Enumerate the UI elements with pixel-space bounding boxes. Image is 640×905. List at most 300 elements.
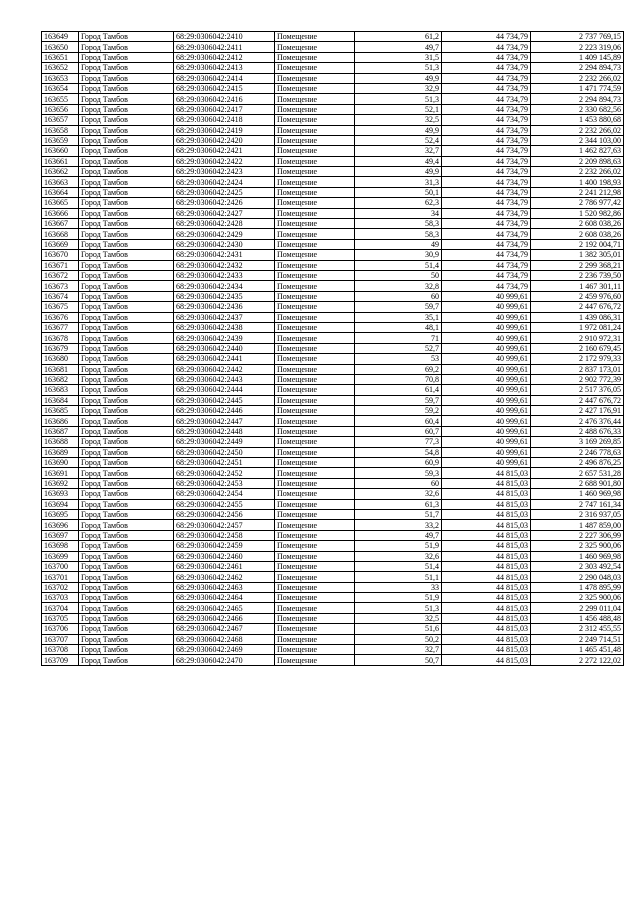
object-type-cell: Помещение — [275, 572, 355, 582]
cadastral-value-cell: 2 312 455,55 — [531, 624, 624, 634]
row-number-cell: 163698 — [42, 541, 79, 551]
row-number-cell: 163704 — [42, 603, 79, 613]
area-cell: 32,5 — [355, 613, 442, 623]
price-per-sqm-cell: 44 734,79 — [442, 125, 531, 135]
cadastral-number-cell: 68:29:0306042:2435 — [174, 291, 275, 301]
city-cell: Город Тамбов — [79, 250, 174, 260]
table-row — [42, 509, 624, 519]
row-number-cell: 163690 — [42, 458, 79, 468]
row-number-cell: 163685 — [42, 406, 79, 416]
city-cell: Город Тамбов — [79, 541, 174, 551]
row-number-cell: 163667 — [42, 219, 79, 229]
row-number-cell: 163706 — [42, 624, 79, 634]
cadastral-value-cell: 2 192 004,71 — [531, 239, 624, 249]
row-number-cell: 163669 — [42, 239, 79, 249]
row-number-cell: 163680 — [42, 354, 79, 364]
row-number-cell: 163700 — [42, 561, 79, 571]
price-per-sqm-cell: 40 999,61 — [442, 343, 531, 353]
price-per-sqm-cell: 44 734,79 — [442, 281, 531, 291]
city-cell: Город Тамбов — [79, 645, 174, 655]
object-type-cell: Помещение — [275, 520, 355, 530]
row-number-cell: 163656 — [42, 104, 79, 114]
city-cell: Город Тамбов — [79, 406, 174, 416]
area-cell: 33,2 — [355, 520, 442, 530]
cadastral-number-cell: 68:29:0306042:2434 — [174, 281, 275, 291]
table-row — [42, 198, 624, 208]
cadastral-number-cell: 68:29:0306042:2466 — [174, 613, 275, 623]
row-number-cell: 163665 — [42, 198, 79, 208]
area-cell: 32,5 — [355, 115, 442, 125]
area-cell: 49,4 — [355, 156, 442, 166]
area-cell: 31,3 — [355, 177, 442, 187]
cadastral-value-cell: 2 272 122,02 — [531, 655, 624, 665]
object-type-cell: Помещение — [275, 343, 355, 353]
city-cell: Город Тамбов — [79, 208, 174, 218]
row-number-cell: 163655 — [42, 94, 79, 104]
city-cell: Город Тамбов — [79, 489, 174, 499]
cadastral-number-cell: 68:29:0306042:2436 — [174, 302, 275, 312]
city-cell: Город Тамбов — [79, 520, 174, 530]
cadastral-value-cell: 2 172 979,33 — [531, 354, 624, 364]
object-type-cell: Помещение — [275, 478, 355, 488]
cadastral-value-cell: 2 294 894,73 — [531, 94, 624, 104]
cadastral-value-cell: 2 290 048,03 — [531, 572, 624, 582]
object-type-cell: Помещение — [275, 489, 355, 499]
price-per-sqm-cell: 44 815,03 — [442, 499, 531, 509]
cadastral-value-cell: 1 520 982,86 — [531, 208, 624, 218]
cadastral-value-cell: 2 223 319,06 — [531, 42, 624, 52]
object-type-cell: Помещение — [275, 104, 355, 114]
table-row — [42, 395, 624, 405]
price-per-sqm-cell: 44 815,03 — [442, 603, 531, 613]
price-per-sqm-cell: 44 815,03 — [442, 551, 531, 561]
area-cell: 50 — [355, 270, 442, 280]
property-table — [41, 31, 624, 666]
area-cell: 51,4 — [355, 260, 442, 270]
cadastral-value-cell: 2 488 676,33 — [531, 426, 624, 436]
cadastral-number-cell: 68:29:0306042:2449 — [174, 437, 275, 447]
table-row — [42, 458, 624, 468]
cadastral-number-cell: 68:29:0306042:2415 — [174, 83, 275, 93]
cadastral-number-cell: 68:29:0306042:2470 — [174, 655, 275, 665]
city-cell: Город Тамбов — [79, 135, 174, 145]
row-number-cell: 163709 — [42, 655, 79, 665]
city-cell: Город Тамбов — [79, 281, 174, 291]
table-row — [42, 613, 624, 623]
cadastral-value-cell: 2 227 306,99 — [531, 530, 624, 540]
object-type-cell: Помещение — [275, 426, 355, 436]
price-per-sqm-cell: 44 734,79 — [442, 177, 531, 187]
row-number-cell: 163679 — [42, 343, 79, 353]
table-row — [42, 603, 624, 613]
cadastral-number-cell: 68:29:0306042:2457 — [174, 520, 275, 530]
area-cell: 32,7 — [355, 146, 442, 156]
cadastral-number-cell: 68:29:0306042:2432 — [174, 260, 275, 270]
table-row — [42, 239, 624, 249]
row-number-cell: 163661 — [42, 156, 79, 166]
cadastral-number-cell: 68:29:0306042:2417 — [174, 104, 275, 114]
table-row — [42, 312, 624, 322]
cadastral-number-cell: 68:29:0306042:2425 — [174, 187, 275, 197]
cadastral-value-cell: 2 608 038,26 — [531, 229, 624, 239]
cadastral-number-cell: 68:29:0306042:2451 — [174, 458, 275, 468]
row-number-cell: 163663 — [42, 177, 79, 187]
price-per-sqm-cell: 40 999,61 — [442, 458, 531, 468]
table-row — [42, 354, 624, 364]
city-cell: Город Тамбов — [79, 572, 174, 582]
area-cell: 50,1 — [355, 187, 442, 197]
area-cell: 49 — [355, 239, 442, 249]
city-cell: Город Тамбов — [79, 73, 174, 83]
object-type-cell: Помещение — [275, 437, 355, 447]
cadastral-value-cell: 1 400 198,93 — [531, 177, 624, 187]
city-cell: Город Тамбов — [79, 655, 174, 665]
price-per-sqm-cell: 44 734,79 — [442, 83, 531, 93]
city-cell: Город Тамбов — [79, 634, 174, 644]
table-row — [42, 333, 624, 343]
area-cell: 61,2 — [355, 32, 442, 42]
table-row — [42, 322, 624, 332]
table-row — [42, 645, 624, 655]
table-row — [42, 593, 624, 603]
price-per-sqm-cell: 40 999,61 — [442, 395, 531, 405]
object-type-cell: Помещение — [275, 63, 355, 73]
city-cell: Город Тамбов — [79, 219, 174, 229]
area-cell: 58,3 — [355, 229, 442, 239]
price-per-sqm-cell: 44 734,79 — [442, 32, 531, 42]
area-cell: 59,3 — [355, 468, 442, 478]
cadastral-number-cell: 68:29:0306042:2448 — [174, 426, 275, 436]
table-row — [42, 499, 624, 509]
cadastral-value-cell: 1 456 488,48 — [531, 613, 624, 623]
object-type-cell: Помещение — [275, 406, 355, 416]
object-type-cell: Помещение — [275, 260, 355, 270]
cadastral-value-cell: 1 453 880,68 — [531, 115, 624, 125]
city-cell: Город Тамбов — [79, 364, 174, 374]
table-row — [42, 219, 624, 229]
area-cell: 32,6 — [355, 489, 442, 499]
cadastral-number-cell: 68:29:0306042:2424 — [174, 177, 275, 187]
cadastral-number-cell: 68:29:0306042:2442 — [174, 364, 275, 374]
row-number-cell: 163683 — [42, 385, 79, 395]
object-type-cell: Помещение — [275, 239, 355, 249]
table-row — [42, 187, 624, 197]
row-number-cell: 163649 — [42, 32, 79, 42]
row-number-cell: 163678 — [42, 333, 79, 343]
city-cell: Город Тамбов — [79, 32, 174, 42]
cadastral-number-cell: 68:29:0306042:2458 — [174, 530, 275, 540]
cadastral-value-cell: 1 972 081,24 — [531, 322, 624, 332]
cadastral-number-cell: 68:29:0306042:2410 — [174, 32, 275, 42]
cadastral-number-cell: 68:29:0306042:2430 — [174, 239, 275, 249]
city-cell: Город Тамбов — [79, 239, 174, 249]
object-type-cell: Помещение — [275, 291, 355, 301]
object-type-cell: Помещение — [275, 561, 355, 571]
cadastral-value-cell: 1 471 774,59 — [531, 83, 624, 93]
cadastral-value-cell: 2 246 778,63 — [531, 447, 624, 457]
area-cell: 49,7 — [355, 42, 442, 52]
cadastral-value-cell: 2 232 266,02 — [531, 125, 624, 135]
cadastral-value-cell: 2 325 900,06 — [531, 593, 624, 603]
object-type-cell: Помещение — [275, 509, 355, 519]
price-per-sqm-cell: 40 999,61 — [442, 437, 531, 447]
table-row — [42, 447, 624, 457]
area-cell: 51,4 — [355, 561, 442, 571]
cadastral-number-cell: 68:29:0306042:2440 — [174, 343, 275, 353]
cadastral-value-cell: 1 462 827,63 — [531, 146, 624, 156]
table-row — [42, 104, 624, 114]
city-cell: Город Тамбов — [79, 416, 174, 426]
cadastral-value-cell: 1 465 451,48 — [531, 645, 624, 655]
cadastral-number-cell: 68:29:0306042:2446 — [174, 406, 275, 416]
cadastral-number-cell: 68:29:0306042:2447 — [174, 416, 275, 426]
area-cell: 32,9 — [355, 83, 442, 93]
cadastral-value-cell: 2 786 977,42 — [531, 198, 624, 208]
table-row — [42, 530, 624, 540]
area-cell: 60,7 — [355, 426, 442, 436]
table-row — [42, 468, 624, 478]
city-cell: Город Тамбов — [79, 198, 174, 208]
object-type-cell: Помещение — [275, 167, 355, 177]
price-per-sqm-cell: 44 815,03 — [442, 509, 531, 519]
area-cell: 51,6 — [355, 624, 442, 634]
object-type-cell: Помещение — [275, 42, 355, 52]
area-cell: 60,9 — [355, 458, 442, 468]
table-row — [42, 167, 624, 177]
cadastral-value-cell: 1 487 859,00 — [531, 520, 624, 530]
object-type-cell: Помещение — [275, 593, 355, 603]
object-type-cell: Помещение — [275, 208, 355, 218]
row-number-cell: 163675 — [42, 302, 79, 312]
cadastral-value-cell: 2 160 679,45 — [531, 343, 624, 353]
city-cell: Город Тамбов — [79, 582, 174, 592]
area-cell: 59,7 — [355, 302, 442, 312]
area-cell: 60 — [355, 291, 442, 301]
cadastral-number-cell: 68:29:0306042:2411 — [174, 42, 275, 52]
cadastral-value-cell: 2 299 011,04 — [531, 603, 624, 613]
price-per-sqm-cell: 44 815,03 — [442, 613, 531, 623]
cadastral-value-cell: 2 427 176,91 — [531, 406, 624, 416]
area-cell: 30,9 — [355, 250, 442, 260]
object-type-cell: Помещение — [275, 645, 355, 655]
cadastral-number-cell: 68:29:0306042:2463 — [174, 582, 275, 592]
object-type-cell: Помещение — [275, 333, 355, 343]
price-per-sqm-cell: 44 734,79 — [442, 219, 531, 229]
table-row — [42, 250, 624, 260]
object-type-cell: Помещение — [275, 187, 355, 197]
row-number-cell: 163660 — [42, 146, 79, 156]
area-cell: 35,1 — [355, 312, 442, 322]
cadastral-value-cell: 2 747 161,34 — [531, 499, 624, 509]
price-per-sqm-cell: 44 815,03 — [442, 520, 531, 530]
cadastral-number-cell: 68:29:0306042:2455 — [174, 499, 275, 509]
cadastral-number-cell: 68:29:0306042:2421 — [174, 146, 275, 156]
cadastral-value-cell: 2 294 894,73 — [531, 63, 624, 73]
area-cell: 60 — [355, 478, 442, 488]
area-cell: 48,1 — [355, 322, 442, 332]
object-type-cell: Помещение — [275, 135, 355, 145]
object-type-cell: Помещение — [275, 312, 355, 322]
cadastral-number-cell: 68:29:0306042:2462 — [174, 572, 275, 582]
area-cell: 49,9 — [355, 167, 442, 177]
table-row — [42, 364, 624, 374]
price-per-sqm-cell: 40 999,61 — [442, 302, 531, 312]
city-cell: Город Тамбов — [79, 94, 174, 104]
area-cell: 59,2 — [355, 406, 442, 416]
row-number-cell: 163677 — [42, 322, 79, 332]
property-table-body — [42, 32, 624, 666]
object-type-cell: Помещение — [275, 229, 355, 239]
price-per-sqm-cell: 44 734,79 — [442, 229, 531, 239]
cadastral-value-cell: 1 382 305,01 — [531, 250, 624, 260]
price-per-sqm-cell: 40 999,61 — [442, 447, 531, 457]
object-type-cell: Помещение — [275, 458, 355, 468]
cadastral-number-cell: 68:29:0306042:2429 — [174, 229, 275, 239]
object-type-cell: Помещение — [275, 146, 355, 156]
area-cell: 51,1 — [355, 572, 442, 582]
cadastral-value-cell: 2 517 376,05 — [531, 385, 624, 395]
price-per-sqm-cell: 44 815,03 — [442, 489, 531, 499]
area-cell: 51,9 — [355, 541, 442, 551]
object-type-cell: Помещение — [275, 156, 355, 166]
row-number-cell: 163699 — [42, 551, 79, 561]
object-type-cell: Помещение — [275, 655, 355, 665]
price-per-sqm-cell: 44 734,79 — [442, 187, 531, 197]
city-cell: Город Тамбов — [79, 83, 174, 93]
cadastral-value-cell: 2 344 103,00 — [531, 135, 624, 145]
price-per-sqm-cell: 44 734,79 — [442, 63, 531, 73]
city-cell: Город Тамбов — [79, 167, 174, 177]
row-number-cell: 163697 — [42, 530, 79, 540]
area-cell: 60,4 — [355, 416, 442, 426]
cadastral-number-cell: 68:29:0306042:2420 — [174, 135, 275, 145]
area-cell: 62,3 — [355, 198, 442, 208]
city-cell: Город Тамбов — [79, 426, 174, 436]
area-cell: 77,3 — [355, 437, 442, 447]
price-per-sqm-cell: 44 734,79 — [442, 198, 531, 208]
cadastral-value-cell: 2 837 173,01 — [531, 364, 624, 374]
cadastral-number-cell: 68:29:0306042:2459 — [174, 541, 275, 551]
price-per-sqm-cell: 44 734,79 — [442, 42, 531, 52]
table-row — [42, 135, 624, 145]
object-type-cell: Помещение — [275, 613, 355, 623]
cadastral-number-cell: 68:29:0306042:2426 — [174, 198, 275, 208]
area-cell: 32,7 — [355, 645, 442, 655]
city-cell: Город Тамбов — [79, 509, 174, 519]
area-cell: 50,7 — [355, 655, 442, 665]
table-row — [42, 270, 624, 280]
area-cell: 51,3 — [355, 94, 442, 104]
object-type-cell: Помещение — [275, 624, 355, 634]
price-per-sqm-cell: 44 734,79 — [442, 104, 531, 114]
row-number-cell: 163658 — [42, 125, 79, 135]
object-type-cell: Помещение — [275, 634, 355, 644]
price-per-sqm-cell: 40 999,61 — [442, 312, 531, 322]
cadastral-value-cell: 2 737 769,15 — [531, 32, 624, 42]
city-cell: Город Тамбов — [79, 385, 174, 395]
cadastral-value-cell: 2 330 682,56 — [531, 104, 624, 114]
area-cell: 32,8 — [355, 281, 442, 291]
area-cell: 61,3 — [355, 499, 442, 509]
city-cell: Город Тамбов — [79, 260, 174, 270]
price-per-sqm-cell: 44 734,79 — [442, 270, 531, 280]
price-per-sqm-cell: 44 815,03 — [442, 468, 531, 478]
object-type-cell: Помещение — [275, 603, 355, 613]
cadastral-number-cell: 68:29:0306042:2441 — [174, 354, 275, 364]
city-cell: Город Тамбов — [79, 374, 174, 384]
price-per-sqm-cell: 44 734,79 — [442, 250, 531, 260]
city-cell: Город Тамбов — [79, 156, 174, 166]
table-row — [42, 177, 624, 187]
row-number-cell: 163691 — [42, 468, 79, 478]
cadastral-number-cell: 68:29:0306042:2433 — [174, 270, 275, 280]
city-cell: Город Тамбов — [79, 291, 174, 301]
table-row — [42, 582, 624, 592]
object-type-cell: Помещение — [275, 468, 355, 478]
price-per-sqm-cell: 44 734,79 — [442, 94, 531, 104]
object-type-cell: Помещение — [275, 447, 355, 457]
price-per-sqm-cell: 44 815,03 — [442, 572, 531, 582]
cadastral-value-cell: 2 303 492,54 — [531, 561, 624, 571]
row-number-cell: 163653 — [42, 73, 79, 83]
cadastral-value-cell: 2 209 898,63 — [531, 156, 624, 166]
price-per-sqm-cell: 44 815,03 — [442, 634, 531, 644]
area-cell: 49,9 — [355, 125, 442, 135]
cadastral-value-cell: 2 232 266,02 — [531, 73, 624, 83]
table-row — [42, 655, 624, 665]
object-type-cell: Помещение — [275, 395, 355, 405]
price-per-sqm-cell: 40 999,61 — [442, 333, 531, 343]
table-row — [42, 572, 624, 582]
row-number-cell: 163674 — [42, 291, 79, 301]
price-per-sqm-cell: 44 734,79 — [442, 208, 531, 218]
object-type-cell: Помещение — [275, 582, 355, 592]
city-cell: Город Тамбов — [79, 302, 174, 312]
cadastral-value-cell: 1 460 969,98 — [531, 489, 624, 499]
table-row — [42, 260, 624, 270]
table-row — [42, 52, 624, 62]
object-type-cell: Помещение — [275, 125, 355, 135]
area-cell: 58,3 — [355, 219, 442, 229]
row-number-cell: 163701 — [42, 572, 79, 582]
area-cell: 70,8 — [355, 374, 442, 384]
table-row — [42, 374, 624, 384]
object-type-cell: Помещение — [275, 354, 355, 364]
object-type-cell: Помещение — [275, 32, 355, 42]
cadastral-value-cell: 2 902 772,39 — [531, 374, 624, 384]
table-row — [42, 406, 624, 416]
price-per-sqm-cell: 40 999,61 — [442, 374, 531, 384]
area-cell: 52,1 — [355, 104, 442, 114]
price-per-sqm-cell: 44 734,79 — [442, 156, 531, 166]
table-row — [42, 115, 624, 125]
city-cell: Город Тамбов — [79, 333, 174, 343]
table-row — [42, 63, 624, 73]
cadastral-value-cell: 2 316 937,05 — [531, 509, 624, 519]
cadastral-value-cell: 2 241 212,98 — [531, 187, 624, 197]
table-row — [42, 291, 624, 301]
object-type-cell: Помещение — [275, 52, 355, 62]
area-cell: 53 — [355, 354, 442, 364]
cadastral-number-cell: 68:29:0306042:2460 — [174, 551, 275, 561]
table-row — [42, 634, 624, 644]
cadastral-value-cell: 3 169 269,85 — [531, 437, 624, 447]
city-cell: Город Тамбов — [79, 499, 174, 509]
area-cell: 31,5 — [355, 52, 442, 62]
table-row — [42, 83, 624, 93]
object-type-cell: Помещение — [275, 551, 355, 561]
area-cell: 61,4 — [355, 385, 442, 395]
